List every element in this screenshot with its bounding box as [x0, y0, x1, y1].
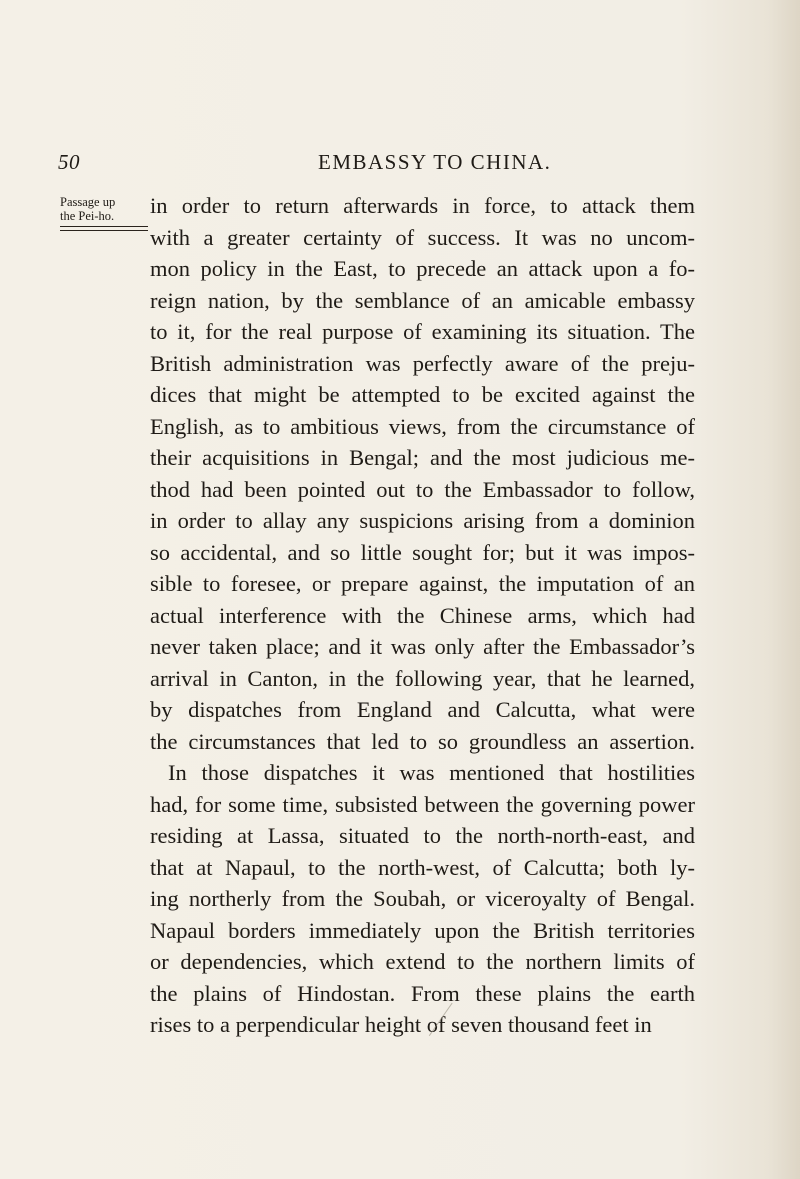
text-line: never taken place; and it was only after the Embassador’s	[150, 634, 695, 659]
text-line: or dependencies, which extend to the northern limits of	[150, 949, 695, 974]
margin-note-rule-bottom	[60, 230, 148, 231]
text-line: so accidental, and so little sought for; but it was impos-	[150, 539, 695, 565]
text-line: British administration was perfectly aware of the preju-	[150, 350, 695, 376]
text-line: residing at Lassa, situated to the north-north-east, and	[150, 823, 695, 848]
text-line: reign nation, by the semblance of an amicable embassy	[150, 287, 695, 313]
text-line-paragraph-start: In those dispatches it was mentioned that hostilities	[168, 760, 695, 785]
text-line: with a greater certainty of success. It was no uncom-	[150, 224, 695, 250]
body-text	[150, 190, 695, 1041]
text-line: their acquisitions in Bengal; and the most judicious me-	[150, 445, 695, 470]
text-line: the circumstances that led to so groundless an assertion.	[150, 728, 695, 754]
page-number: 50	[58, 150, 80, 174]
text-line: rises to a perpendicular height of seven thousand feet in	[150, 1012, 652, 1037]
text-line: thod had been pointed out to the Embassador to follow,	[150, 476, 695, 502]
text-line: Napaul borders immediately upon the British territories	[150, 917, 695, 943]
text-line: sible to foresee, or prepare against, the imputation of an	[150, 571, 695, 596]
text-line: that at Napaul, to the north-west, of Calcutta; both ly-	[150, 854, 695, 880]
text-line: to it, for the real purpose of examining its situation. The	[150, 319, 695, 344]
text-line: had, for some time, subsisted between the governing power	[150, 791, 695, 817]
text-line: in order to allay any suspicions arising from a dominion	[150, 508, 695, 533]
text-line: actual interference with the Chinese arms, which had	[150, 602, 695, 628]
text-line: the plains of Hindostan. From these plains the earth	[150, 980, 695, 1006]
margin-note-line-1: Passage up	[60, 195, 116, 209]
page-header	[58, 150, 708, 180]
text-line: dices that might be attempted to be excited against the	[150, 382, 695, 407]
text-line: by dispatches from England and Calcutta, what were	[150, 697, 695, 722]
margin-note	[60, 195, 130, 223]
margin-note-line-2: the Pei-ho.	[60, 209, 115, 223]
running-title: EMBASSY TO CHINA.	[318, 150, 552, 174]
text-line: mon policy in the East, to precede an attack upon a fo-	[150, 256, 695, 281]
text-line: ing northerly from the Soubah, or viceroyalty of Bengal.	[150, 886, 695, 911]
margin-note-rule-top	[60, 226, 148, 227]
text-line: in order to return afterwards in force, to attack them	[150, 193, 695, 218]
text-line: arrival in Canton, in the following year, that he learned,	[150, 665, 695, 691]
text-line: English, as to ambitious views, from the circumstance of	[150, 413, 695, 439]
